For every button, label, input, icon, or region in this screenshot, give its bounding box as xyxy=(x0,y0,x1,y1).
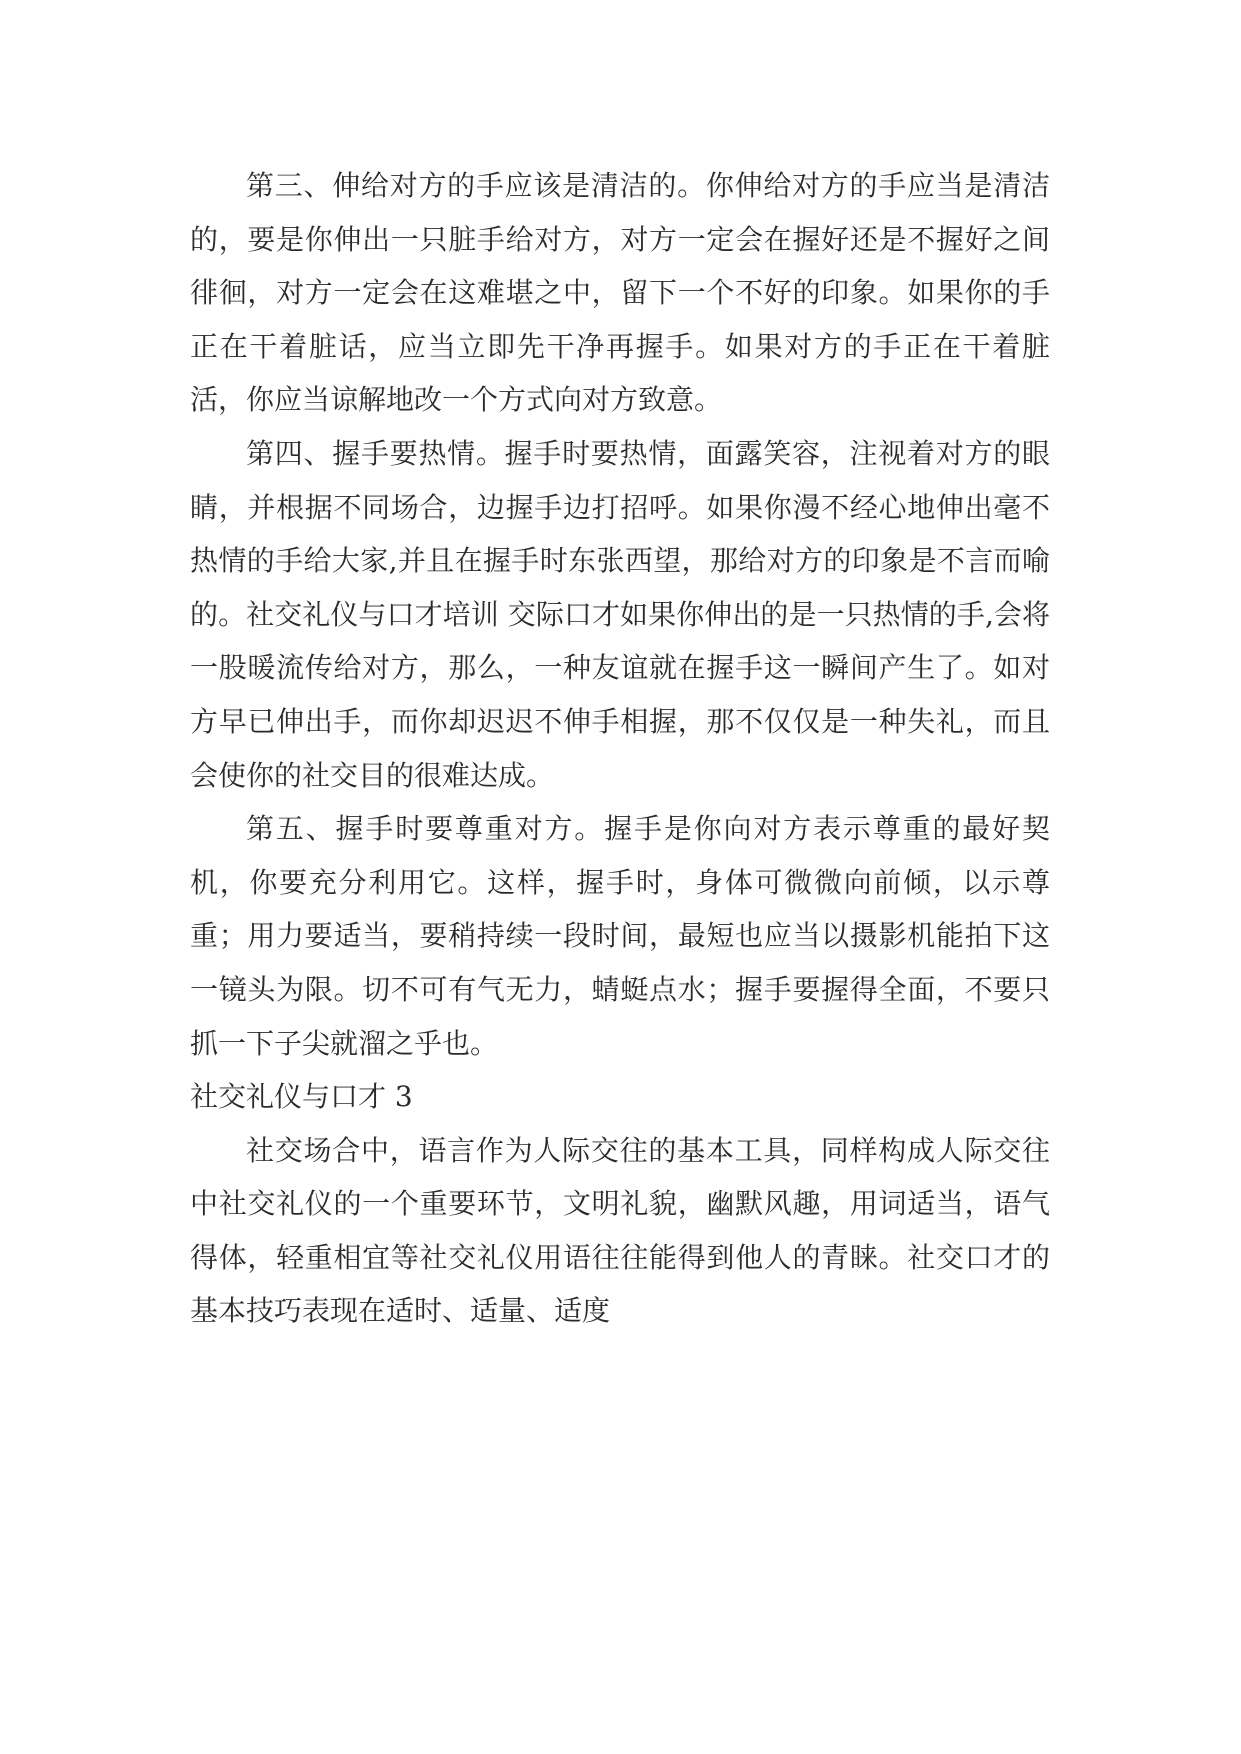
paragraph-handshake-respect: 第五、握手时要尊重对方。握手是你向对方表示尊重的最好契机，你要充分利用它。这样，握手时，身体可微微向前倾，以示尊重；用力要适当，要稍持续一段时间，最短也应当以摄影机能拍下这一镜头为限。切不可有气无力，蜻蜓点水；握手要握得全面，不要只抓一下子尖就溜之乎也。 xyxy=(190,812,1050,1060)
paragraph-handshake-clean: 第三、伸给对方的手应该是清洁的。你伸给对方的手应当是清洁的，要是你伸出一只脏手给对方，对方一定会在握好还是不握好之间徘徊，对方一定会在这难堪之中，留下一个不好的印象。如果你的手正在干着脏话，应当立即先干净再握手。如果对方的手正在干着脏活，你应当谅解地改一个方式向对方致意。 xyxy=(190,169,1050,417)
paragraph-handshake-warm: 第四、握手要热情。握手时要热情，面露笑容，注视着对方的眼睛，并根据不同场合，边握手边打招呼。如果你漫不经心地伸出毫不热情的手给大家,并且在握手时东张西望，那给对方的印象是不言而喻的。社交礼仪与口才培训 交际口才如果你伸出的是一只热情的手,会将一股暖流传给对方，那么，一种友谊就在握手这一瞬间产生了。如对方早已伸出手，而你却迟迟不伸手相握，那不仅仅是一种失礼，而且会使你的社交目的很难达成。 xyxy=(190,436,1050,792)
paragraph-social-speech: 社交场合中，语言作为人际交往的基本工具，同样构成人际交往中社交礼仪的一个重要环节，文明礼貌，幽默风趣，用词适当，语气得体，轻重相宜等社交礼仪用语往往能得到他人的青睐。社交口才的基本技巧表现在适时、适量、适度 xyxy=(190,1133,1050,1328)
document-body xyxy=(190,159,1050,1338)
section-heading: 社交礼仪与口才 3 xyxy=(190,1080,413,1114)
